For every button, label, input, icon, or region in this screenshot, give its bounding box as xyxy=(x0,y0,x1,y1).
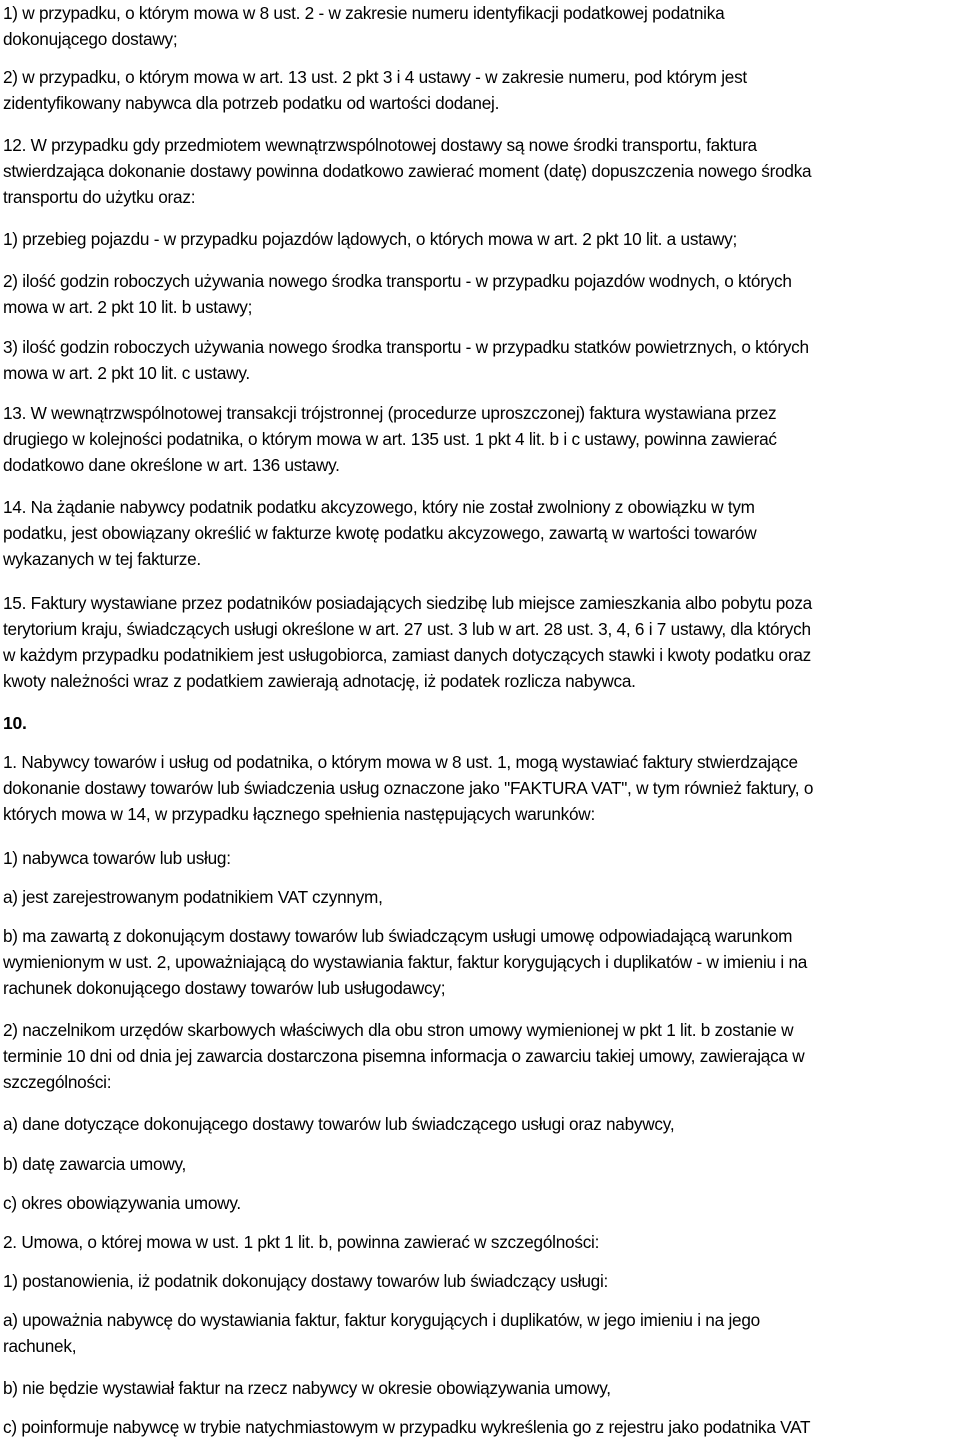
paragraph xyxy=(3,1190,958,1216)
paragraph xyxy=(3,1414,958,1440)
text-line: c) okres obowiązywania umowy. xyxy=(3,1193,241,1213)
text-line: rachunek, xyxy=(3,1336,77,1356)
paragraph xyxy=(3,132,958,210)
text-line: b) datę zawarcia umowy, xyxy=(3,1154,187,1174)
text-line: 1. Nabywcy towarów i usług od podatnika, o którym mowa w 8 ust. 1, mogą wystawiać faktury stwierdzające xyxy=(3,752,798,772)
text-line: kwoty należności wraz z podatkiem zawierają adnotację, iż podatek rozlicza nabywca. xyxy=(3,671,636,691)
paragraph xyxy=(3,0,958,52)
text-line: podatku, jest obowiązany określić w fakturze kwotę podatku akcyzowego, zawartą w wartości towarów xyxy=(3,523,757,543)
text-line: zidentyfikowany nabywca dla potrzeb podatku od wartości dodanej. xyxy=(3,93,500,113)
text-line: dokonanie dostawy towarów lub świadczenia usług oznaczone jako "FAKTURA VAT", w tym również faktury, o xyxy=(3,778,814,798)
text-line: 14. Na żądanie nabywcy podatnik podatku akcyzowego, który nie został zwolniony z obowiązku w tym xyxy=(3,497,755,517)
text-line: stwierdzająca dokonanie dostawy powinna dodatkowo zawierać moment (datę) dopuszczenia nowego środka xyxy=(3,161,812,181)
text-line: 13. W wewnątrzwspólnotowej transakcji trójstronnej (procedurze uproszczonej) faktura wystawiana przez xyxy=(3,403,777,423)
text-line: 1) postanowienia, iż podatnik dokonujący dostawy towarów lub świadczący usługi: xyxy=(3,1271,609,1291)
paragraph xyxy=(3,334,958,386)
text-line: mowa w art. 2 pkt 10 lit. b ustawy; xyxy=(3,297,253,317)
text-line: wykazanych w tej fakturze. xyxy=(3,549,201,569)
text-line: 1) w przypadku, o którym mowa w 8 ust. 2 - w zakresie numeru identyfikacji podatkowej podatnika xyxy=(3,3,725,23)
paragraph xyxy=(3,1229,958,1255)
paragraph xyxy=(3,749,958,827)
paragraph xyxy=(3,400,958,478)
paragraph xyxy=(3,845,958,871)
text-line: 2. Umowa, o której mowa w ust. 1 pkt 1 lit. b, powinna zawierać w szczególności: xyxy=(3,1232,600,1252)
text-line: drugiego w kolejności podatnika, o którym mowa w art. 135 ust. 1 pkt 4 lit. b i c ustawy, powinna zawierać xyxy=(3,429,777,449)
paragraph xyxy=(3,494,958,572)
text-line: a) jest zarejestrowanym podatnikiem VAT czynnym, xyxy=(3,887,383,907)
text-line: transportu do użytku oraz: xyxy=(3,187,196,207)
text-line: 10. xyxy=(3,713,27,733)
paragraph xyxy=(3,1375,958,1401)
text-line: 2) w przypadku, o którym mowa w art. 13 ust. 2 pkt 3 i 4 ustawy - w zakresie numeru, pod którym jest xyxy=(3,67,747,87)
paragraph xyxy=(3,226,958,252)
text-line: c) poinformuje nabywcę w trybie natychmiastowym w przypadku wykreślenia go z rejestru jako podatnika VAT xyxy=(3,1417,811,1437)
paragraph xyxy=(3,1017,958,1095)
paragraph xyxy=(3,1268,958,1294)
text-line: mowa w art. 2 pkt 10 lit. c ustawy. xyxy=(3,363,250,383)
paragraph xyxy=(3,1151,958,1177)
text-line: 1) nabywca towarów lub usług: xyxy=(3,848,231,868)
paragraph xyxy=(3,64,958,116)
text-line: szczególności: xyxy=(3,1072,112,1092)
text-line: a) upoważnia nabywcę do wystawiania faktur, faktur korygujących i duplikatów, w jego imieniu i na jego xyxy=(3,1310,760,1330)
text-line: 3) ilość godzin roboczych używania nowego środka transportu - w przypadku statków powietrznych, o których xyxy=(3,337,809,357)
text-line: a) dane dotyczące dokonującego dostawy towarów lub świadczącego usługi oraz nabywcy, xyxy=(3,1114,675,1134)
text-line: 12. W przypadku gdy przedmiotem wewnątrzwspólnotowej dostawy są nowe środki transportu, faktura xyxy=(3,135,757,155)
paragraph xyxy=(3,884,958,910)
section-heading xyxy=(3,710,958,736)
text-line: wymienionym w ust. 2, upoważniającą do wystawiania faktur, faktur korygujących i duplikatów - w imieniu i na xyxy=(3,952,808,972)
text-line: dodatkowo dane określone w art. 136 ustawy. xyxy=(3,455,340,475)
text-line: terminie 10 dni od dnia jej zawarcia dostarczona pisemna informacja o zawarciu takiej umowy, zawierająca w xyxy=(3,1046,805,1066)
paragraph xyxy=(3,923,958,1001)
paragraph xyxy=(3,1307,958,1359)
paragraph xyxy=(3,590,958,694)
text-line: terytorium kraju, świadczących usługi określone w art. 27 ust. 3 lub w art. 28 ust. 3, 4, 6 i 7 ustawy, dla których xyxy=(3,619,811,639)
text-line: b) nie będzie wystawiał faktur na rzecz nabywcy w okresie obowiązywania umowy, xyxy=(3,1378,611,1398)
text-line: 2) naczelnikom urzędów skarbowych właściwych dla obu stron umowy wymienionej w pkt 1 lit. b zostanie w xyxy=(3,1020,794,1040)
paragraph xyxy=(3,1111,958,1137)
text-line: dokonującego dostawy; xyxy=(3,29,178,49)
text-line: w każdym przypadku podatnikiem jest usługobiorca, zamiast danych dotyczących stawki i kwoty podatku oraz xyxy=(3,645,811,665)
text-line: 1) przebieg pojazdu - w przypadku pojazdów lądowych, o których mowa w art. 2 pkt 10 lit. a ustawy; xyxy=(3,229,738,249)
text-line: których mowa w 14, w przypadku łącznego spełnienia następujących warunków: xyxy=(3,804,595,824)
text-line: b) ma zawartą z dokonującym dostawy towarów lub świadczącym usługi umowę odpowiadającą warunkom xyxy=(3,926,793,946)
text-line: rachunek dokonującego dostawy towarów lub usługodawcy; xyxy=(3,978,446,998)
text-line: 2) ilość godzin roboczych używania nowego środka transportu - w przypadku pojazdów wodnych, o których xyxy=(3,271,792,291)
paragraph xyxy=(3,268,958,320)
text-line: 15. Faktury wystawiane przez podatników posiadających siedzibę lub miejsce zamieszkania albo pobytu poza xyxy=(3,593,812,613)
